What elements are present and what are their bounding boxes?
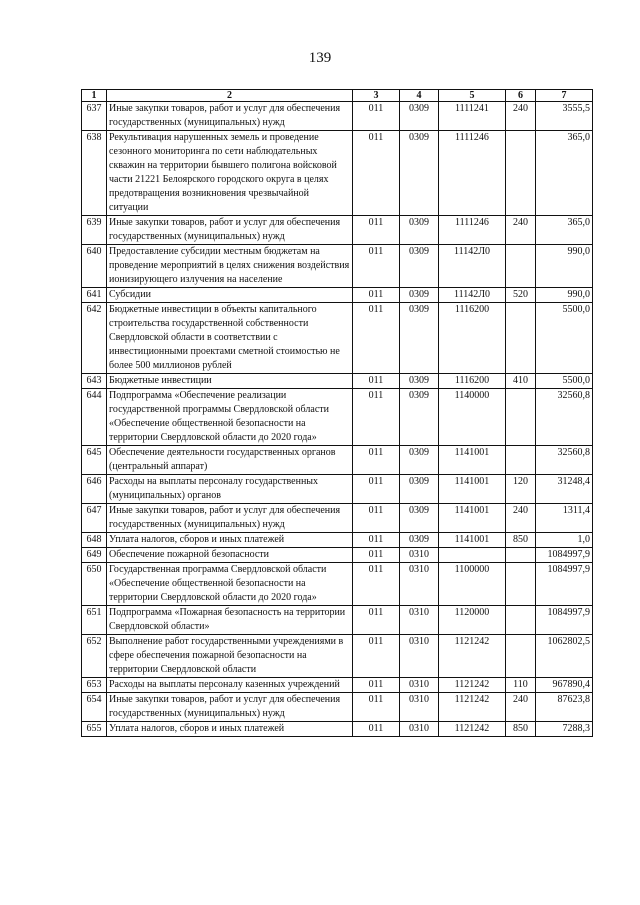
- target-article-code: 1121242: [439, 635, 506, 678]
- expense-type-code: 240: [506, 102, 536, 131]
- target-article-code: 1141001: [439, 533, 506, 548]
- expense-type-code: [506, 548, 536, 563]
- item-name: Бюджетные инвестиции в объекты капитального строительства государственной собственности Свердловской области в соответствии с инвестиционными проектами сметной стоимостью не более 500 миллионов рублей: [107, 303, 353, 374]
- amount: 1084997,9: [536, 563, 593, 606]
- table-row: [82, 678, 593, 693]
- target-article-code: 1111246: [439, 216, 506, 245]
- section-code: 0309: [400, 475, 439, 504]
- amount: 32560,8: [536, 446, 593, 475]
- section-code: 0309: [400, 374, 439, 389]
- expense-type-code: [506, 563, 536, 606]
- table-row: [82, 606, 593, 635]
- amount: 31248,4: [536, 475, 593, 504]
- item-name: Расходы на выплаты персоналу казенных учреждений: [107, 678, 353, 693]
- item-name: Рекультивация нарушенных земель и проведение сезонного мониторинга по сети наблюдательных скважин на территории бывшего полигона войсковой части 21221 Белоярского городского округа в целях предотвращения возникновения чрезвычайной ситуации: [107, 131, 353, 216]
- row-number: 648: [82, 533, 107, 548]
- table-row: [82, 131, 593, 216]
- row-number: 653: [82, 678, 107, 693]
- item-name: Бюджетные инвестиции: [107, 374, 353, 389]
- item-name: Государственная программа Свердловской области «Обеспечение общественной безопасности на территории Свердловской области до 2020 года»: [107, 563, 353, 606]
- row-number: 647: [82, 504, 107, 533]
- table-row: [82, 245, 593, 288]
- expense-type-code: 120: [506, 475, 536, 504]
- amount: 7288,3: [536, 722, 593, 737]
- amount: 1084997,9: [536, 606, 593, 635]
- table-row: [82, 548, 593, 563]
- target-article-code: 1121242: [439, 678, 506, 693]
- expense-type-code: [506, 635, 536, 678]
- column-header: 1: [82, 90, 107, 102]
- row-number: 645: [82, 446, 107, 475]
- ministry-code: 011: [353, 131, 400, 216]
- amount: 365,0: [536, 216, 593, 245]
- item-name: Уплата налогов, сборов и иных платежей: [107, 722, 353, 737]
- expense-type-code: [506, 606, 536, 635]
- target-article-code: 1111241: [439, 102, 506, 131]
- ministry-code: 011: [353, 216, 400, 245]
- expense-type-code: 520: [506, 288, 536, 303]
- target-article-code: 11142Л0: [439, 288, 506, 303]
- table-row: [82, 722, 593, 737]
- table-row: [82, 303, 593, 374]
- row-number: 644: [82, 389, 107, 446]
- section-code: 0309: [400, 504, 439, 533]
- amount: 967890,4: [536, 678, 593, 693]
- item-name: Обеспечение деятельности государственных органов (центральный аппарат): [107, 446, 353, 475]
- target-article-code: 1121242: [439, 722, 506, 737]
- target-article-code: 1116200: [439, 374, 506, 389]
- table-row: [82, 102, 593, 131]
- amount: 32560,8: [536, 389, 593, 446]
- item-name: Расходы на выплаты персоналу государственных (муниципальных) органов: [107, 475, 353, 504]
- expense-type-code: 240: [506, 693, 536, 722]
- target-article-code: 1140000: [439, 389, 506, 446]
- section-code: 0310: [400, 678, 439, 693]
- section-code: 0309: [400, 288, 439, 303]
- section-code: 0310: [400, 722, 439, 737]
- ministry-code: 011: [353, 722, 400, 737]
- section-code: 0310: [400, 563, 439, 606]
- item-name: Иные закупки товаров, работ и услуг для обеспечения государственных (муниципальных) нужд: [107, 693, 353, 722]
- amount: 990,0: [536, 245, 593, 288]
- row-number: 654: [82, 693, 107, 722]
- ministry-code: 011: [353, 533, 400, 548]
- ministry-code: 011: [353, 374, 400, 389]
- ministry-code: 011: [353, 563, 400, 606]
- expense-type-code: [506, 245, 536, 288]
- amount: 1062802,5: [536, 635, 593, 678]
- table-row: [82, 216, 593, 245]
- ministry-code: 011: [353, 606, 400, 635]
- ministry-code: 011: [353, 548, 400, 563]
- target-article-code: 1141001: [439, 504, 506, 533]
- section-code: 0310: [400, 606, 439, 635]
- section-code: 0310: [400, 635, 439, 678]
- header-row: [82, 90, 593, 102]
- row-number: 651: [82, 606, 107, 635]
- item-name: Подпрограмма «Пожарная безопасность на территории Свердловской области»: [107, 606, 353, 635]
- target-article-code: 11142Л0: [439, 245, 506, 288]
- target-article-code: 1120000: [439, 606, 506, 635]
- ministry-code: 011: [353, 678, 400, 693]
- section-code: 0310: [400, 693, 439, 722]
- row-number: 639: [82, 216, 107, 245]
- item-name: Обеспечение пожарной безопасности: [107, 548, 353, 563]
- column-header: 2: [107, 90, 353, 102]
- expense-type-code: 850: [506, 533, 536, 548]
- table-row: [82, 374, 593, 389]
- expense-type-code: 850: [506, 722, 536, 737]
- row-number: 643: [82, 374, 107, 389]
- ministry-code: 011: [353, 303, 400, 374]
- budget-table: [81, 89, 593, 737]
- column-header: 4: [400, 90, 439, 102]
- table-row: [82, 475, 593, 504]
- expense-type-code: [506, 303, 536, 374]
- page-number: 139: [308, 50, 332, 66]
- column-header: 5: [439, 90, 506, 102]
- expense-type-code: 110: [506, 678, 536, 693]
- item-name: Иные закупки товаров, работ и услуг для обеспечения государственных (муниципальных) нужд: [107, 102, 353, 131]
- row-number: 649: [82, 548, 107, 563]
- ministry-code: 011: [353, 635, 400, 678]
- amount: 1311,4: [536, 504, 593, 533]
- section-code: 0310: [400, 548, 439, 563]
- item-name: Иные закупки товаров, работ и услуг для обеспечения государственных (муниципальных) нужд: [107, 216, 353, 245]
- column-header: 7: [536, 90, 593, 102]
- table-header: [82, 90, 593, 102]
- row-number: 650: [82, 563, 107, 606]
- ministry-code: 011: [353, 504, 400, 533]
- target-article-code: 1141001: [439, 446, 506, 475]
- amount: 1084997,9: [536, 548, 593, 563]
- table-row: [82, 504, 593, 533]
- expense-type-code: 240: [506, 216, 536, 245]
- target-article-code: 1111246: [439, 131, 506, 216]
- section-code: 0309: [400, 446, 439, 475]
- item-name: Субсидии: [107, 288, 353, 303]
- table-row: [82, 288, 593, 303]
- table-body: [82, 102, 593, 737]
- row-number: 637: [82, 102, 107, 131]
- amount: 990,0: [536, 288, 593, 303]
- ministry-code: 011: [353, 389, 400, 446]
- target-article-code: 1141001: [439, 475, 506, 504]
- row-number: 646: [82, 475, 107, 504]
- table-row: [82, 446, 593, 475]
- row-number: 652: [82, 635, 107, 678]
- amount: 87623,8: [536, 693, 593, 722]
- table-row: [82, 635, 593, 678]
- ministry-code: 011: [353, 446, 400, 475]
- ministry-code: 011: [353, 102, 400, 131]
- ministry-code: 011: [353, 475, 400, 504]
- section-code: 0309: [400, 533, 439, 548]
- target-article-code: [439, 548, 506, 563]
- section-code: 0309: [400, 131, 439, 216]
- section-code: 0309: [400, 216, 439, 245]
- amount: 1,0: [536, 533, 593, 548]
- row-number: 642: [82, 303, 107, 374]
- row-number: 655: [82, 722, 107, 737]
- section-code: 0309: [400, 245, 439, 288]
- item-name: Выполнение работ государственными учреждениями в сфере обеспечения пожарной безопасности на территории Свердловской области: [107, 635, 353, 678]
- expense-type-code: 240: [506, 504, 536, 533]
- column-header: 6: [506, 90, 536, 102]
- expense-type-code: [506, 131, 536, 216]
- ministry-code: 011: [353, 693, 400, 722]
- section-code: 0309: [400, 303, 439, 374]
- table-row: [82, 533, 593, 548]
- section-code: 0309: [400, 389, 439, 446]
- column-header: 3: [353, 90, 400, 102]
- section-code: 0309: [400, 102, 439, 131]
- target-article-code: 1100000: [439, 563, 506, 606]
- amount: 365,0: [536, 131, 593, 216]
- table-row: [82, 389, 593, 446]
- ministry-code: 011: [353, 288, 400, 303]
- row-number: 641: [82, 288, 107, 303]
- amount: 3555,5: [536, 102, 593, 131]
- item-name: Подпрограмма «Обеспечение реализации государственной программы Свердловской области «Обеспечение общественной безопасности на территории Свердловской области до 2020 года»: [107, 389, 353, 446]
- table-row: [82, 693, 593, 722]
- table-row: [82, 563, 593, 606]
- row-number: 638: [82, 131, 107, 216]
- amount: 5500,0: [536, 303, 593, 374]
- target-article-code: 1121242: [439, 693, 506, 722]
- target-article-code: 1116200: [439, 303, 506, 374]
- amount: 5500,0: [536, 374, 593, 389]
- item-name: Предоставление субсидии местным бюджетам на проведение мероприятий в целях снижения воздействия ионизирующего излучения на население: [107, 245, 353, 288]
- item-name: Иные закупки товаров, работ и услуг для обеспечения государственных (муниципальных) нужд: [107, 504, 353, 533]
- expense-type-code: 410: [506, 374, 536, 389]
- row-number: 640: [82, 245, 107, 288]
- ministry-code: 011: [353, 245, 400, 288]
- expense-type-code: [506, 446, 536, 475]
- expense-type-code: [506, 389, 536, 446]
- item-name: Уплата налогов, сборов и иных платежей: [107, 533, 353, 548]
